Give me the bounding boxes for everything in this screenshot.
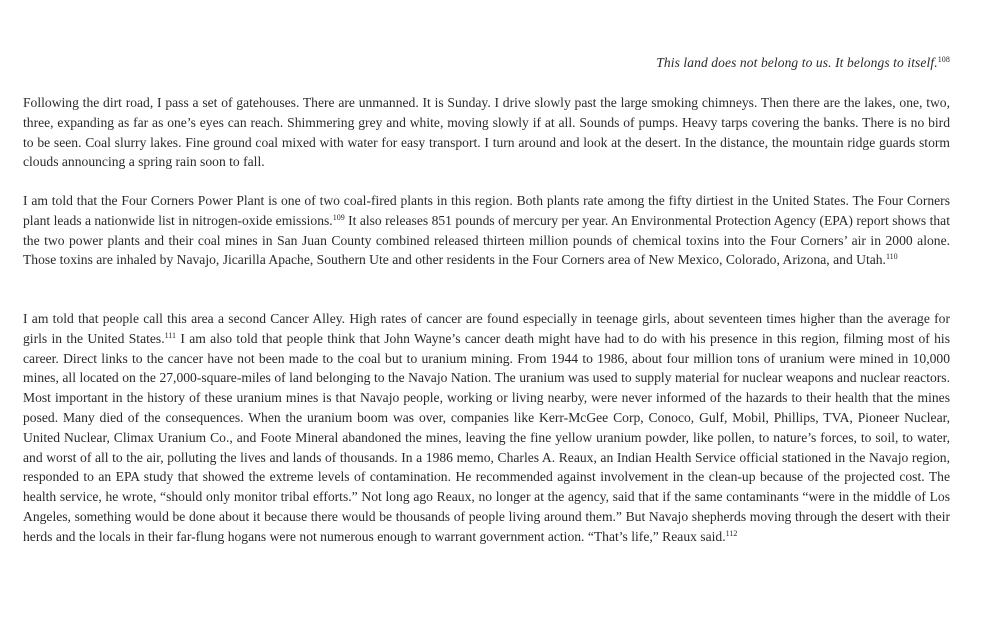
epigraph-text: This land does not belong to us. It belongs to itself. <box>656 55 938 70</box>
footnote-ref: 111 <box>164 330 177 340</box>
footnote-ref: 110 <box>885 252 898 262</box>
footnote-ref: 109 <box>332 212 345 222</box>
paragraph-text: I am told that the Four Corners Power Plant is one of two coal-fired plants in this region. Both plants rate among the fifty dirtiest in the United States. The Four Corners plant leads a nationwide list in nitrogen-oxide emissions. <box>23 193 950 228</box>
footnote-ref: 108 <box>937 55 950 64</box>
paragraph-text: I am told that people call this area a second Cancer Alley. High rates of cancer are found especially in teenage girls, about seventeen times higher than the average for girls in the United States. <box>23 311 950 346</box>
epigraph <box>656 55 950 71</box>
footnote-ref: 112 <box>725 528 738 538</box>
paragraph-text: It also releases 851 pounds of mercury per year. An Environmental Protection Agency (EPA) report shows that the two power plants and their coal mines in San Juan County combined released thirteen million pounds of chemical toxins into the Four Corners’ air in 2000 alone. Those toxins are inhaled by Navajo, Jicarilla Apache, Southern Ute and other residents in the Four Corners area of New Mexico, Colorado, Arizona, and Utah. <box>23 212 950 268</box>
paragraph-text: Following the dirt road, I pass a set of gatehouses. There are unmanned. It is Sunday. I drive slowly past the large smoking chimneys. Then there are the lakes, one, two, three, expanding as far as one’s eyes can reach. Shimmering grey and white, moving slowly if at all. Sounds of pumps. Heavy tarps covering the banks. There is no bird to be seen. Coal slurry lakes. Fine ground coal mixed with water for easy transport. I turn around and look at the desert. In the distance, the mountain ridge guards storm clouds announcing a spring rain soon to fall. <box>23 95 950 170</box>
paragraph-cancer-alley <box>23 309 950 547</box>
paragraph-power-plant <box>23 191 950 270</box>
paragraph-text: I am also told that people think that John Wayne’s cancer death might have had to do with his presence in this region, filming most of his career. Direct links to the cancer have not been made to the coal but to uranium mining. From 1944 to 1986, about four million tons of uranium were mined in 10,000 mines, all located on the 27,000-square-miles of land belonging to the Navajo Nation. The uranium was used to supply material for nuclear weapons and nuclear reactors. Most important in the history of these uranium mines is that Navajo people, working or living nearby, were never informed of the hazards to their health that the mines posed. Many died of the consequences. When the uranium boom was over, companies like Kerr-McGee Corp, Conoco, Gulf, Mobil, Phillips, TVA, Pioneer Nuclear, United Nuclear, Climax Uranium Co., and Foote Mineral abandoned the mines, leaving the fine yellow uranium powder, like pollen, to nature’s forces, to soil, to water, and worst of all to the air, polluting the lives and lands of thousands. In a 1986 memo, Charles A. Reaux, an Indian Health Service official stationed in the Navajo region, responded to an EPA study that showed the extreme levels of contamination. He recommended against involvement in the clean-up because of the projected cost. The health service, he wrote, “should only monitor tribal efforts.” Not long ago Reaux, no longer at the agency, said that if the same contaminants “were in the middle of Los Angeles, something would be done about it because there would be thousands of people living around them.” But Navajo shepherds moving through the desert with their herds and the locals in their far-flung hogans were not numerous enough to warrant government action. “That’s life,” Reaux said. <box>23 330 950 544</box>
paragraph-gatehouses <box>23 93 950 172</box>
